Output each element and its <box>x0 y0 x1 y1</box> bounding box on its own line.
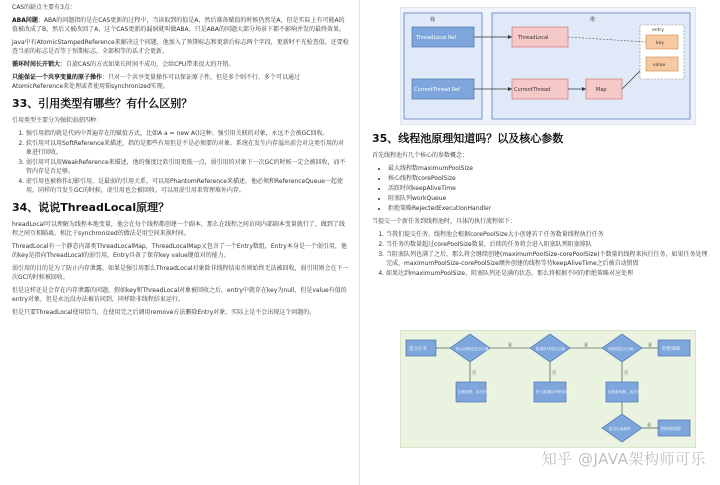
list-item: • 活跃时间keepAliveTime <box>388 184 710 193</box>
svg-text:阻塞队列是否已满: 阻塞队列是否已满 <box>536 347 565 351</box>
list-item: 1. 强引用指的就是代码中普遍存在的赋值方式，比如A a = new A()这种。强引用关联的对象，永远不会被GC回收。 <box>26 129 349 138</box>
svg-text:线程池是否已满: 线程池是否已满 <box>608 347 634 351</box>
svg-text:创建新线程，执行任务: 创建新线程，执行任务 <box>608 390 644 394</box>
svg-text:ThreadLocal: ThreadLocal <box>518 35 549 41</box>
list-item: 4. 如果达到maximumPoolSize，阻塞队列还是满的状态，那么将根据不同的拒绝策略对应处理 <box>386 269 710 278</box>
svg-text:创建线程，执行任务: 创建线程，执行任务 <box>458 390 491 394</box>
aba-fix-paragraph: Java中有AtomicStampedReference来解决这个问题，他加入了预期标志和更新后标志两个字段，更新时不光检查值，还要检查当前的标志是否等于预期标志，全部相等的话才会更新。 <box>12 39 349 55</box>
svg-text:CurrentThread Ref: CurrentThread Ref <box>414 87 460 93</box>
svg-text:提交任务: 提交任务 <box>409 347 427 352</box>
tl-paragraph: 但是这样还是会存在内存泄露的问题，假如key和ThreadLocal对象被回收之后，entry中就存在key为null，但是value有值的entry对象，但是永远没办法被访问到，同样除非线程结束运行。 <box>12 287 347 303</box>
svg-text:否: 否 <box>624 370 628 375</box>
list-item: • 拒绝策略RejectedExecutionHandler <box>388 204 710 213</box>
tl-paragraph: 但是只要ThreadLocal使用恰当，在使用完之后调用remove方法删除Entry对象，实际上是不会出现这个问题的。 <box>12 309 316 316</box>
svg-text:是: 是 <box>647 422 651 427</box>
pool-intro: 首先线程池有几个核心的参数概念： <box>372 152 469 159</box>
svg-text:是: 是 <box>648 342 652 347</box>
flow-list <box>372 230 710 278</box>
tl-paragraph: ThreadLocal有一个静态内部类ThreadLocalMap，ThreadLocalMap又包含了一个Entry数组，Entry本身是一个弱引用，他的key是指向ThreadLocal的弱引用，Entry具备了保存key value键值对的能力。 <box>12 243 347 259</box>
heading-35: 35、线程池原理知道吗？以及核心参数 <box>372 132 564 145</box>
list-item: 3. 弱引用可以用WeakReference来描述，他的强度比软引用更低一点，弱引用的对象下一次GC的时候一定会被回收，而不管内存是否足够。 <box>26 158 349 176</box>
right-page <box>360 0 720 485</box>
svg-text:entry: entry <box>652 28 664 33</box>
svg-text:key: key <box>656 41 664 46</box>
svg-text:拒绝策略: 拒绝策略 <box>662 347 680 352</box>
list-item: 3. 当阻塞队列也满了之后，那么将会继续创建(maximumPoolSize-corePoolSize)个数量的线程来执行任务，如果任务处理完成，maximumPoolSize-corePoolSize额外创建的线程等待keepAliveTime之后被自动销毁 <box>386 250 710 268</box>
tl-paragraph: hreadLocal可以理解为线程本地变量，他会在每个线程都创建一个副本，那么在线程之间访问内部副本变量就行了，做到了线程之间互相隔离，相比于synchronized的做法是用空间来换时间。 <box>12 221 345 237</box>
svg-text:ThreadLocal Ref: ThreadLocal Ref <box>416 35 457 41</box>
svg-text:value: value <box>653 63 666 68</box>
list-item: • 阻塞队列workQueue <box>388 194 710 203</box>
svg-text:否: 否 <box>472 370 476 375</box>
list-item: 1. 当我们提交任务，线程池会根据corePoolSize大小创建若干任务数量线程执行任务 <box>386 230 710 239</box>
tl-paragraph: 弱引用的目的是为了防止内存泄露，如果是强引用那么ThreadLocal对象除非线程结束否则始终无法被回收，弱引用则会在下一次GC的时候被回收。 <box>12 265 349 281</box>
svg-text:核心线程池是否已满: 核心线程池是否已满 <box>456 347 489 351</box>
ref-list <box>12 129 349 195</box>
aba-title: ABA问题 <box>12 17 38 24</box>
svg-text:否: 否 <box>552 370 556 375</box>
svg-text:是否空闲超时: 是否空闲超时 <box>609 427 631 431</box>
heap-label: 堆 <box>590 17 596 23</box>
loop-paragraph: 循环时间长开销大：自旋CAS的方式如果长时间不成功，会给CPU带来很大的开销。 <box>12 61 235 68</box>
list-item: 2. 软引用可以用SoftReference来描述，指的是那些有用但是不是必须要的对象。系统在发生内存溢出前会对这类引用的对象进行回收。 <box>26 139 349 157</box>
threadlocal-diagram <box>400 7 696 125</box>
stack-label: 栈 <box>430 17 436 23</box>
list-item: • 核心线程数corePoolSize <box>388 174 710 183</box>
heading-34: 34、说说ThreadLocal原理？ <box>12 201 170 214</box>
ref-intro: 引用类型主要分为强软弱虚四种： <box>12 117 103 124</box>
list-item: 4. 虚引用也被称作幻影引用，是最弱的引用关系，可以用PhantomReference来描述，他必须和ReferenceQueue一起使用，同样的当发生GC的时候，虚引用也会被回收。可以用虚引用来管理堆外内存。 <box>26 177 349 195</box>
svg-text:进入阻塞队列等待执行: 进入阻塞队列等待执行 <box>536 390 572 394</box>
params-list <box>372 164 710 213</box>
aba-paragraph: ABA问题：ABA的问题指的是在CAS更新的过程中，当读取到的值是A，然后准备赋值的时候仍然是A，但是实际上有可能A的值被改成了B，然后又被改回了A，这个CAS更新的漏洞就叫做ABA。只是ABA的问题大部分场景下都不影响并发的最终效果。 <box>12 17 345 33</box>
heading-33: 33、引用类型有哪些？有什么区别？ <box>12 97 193 110</box>
svg-text:CurrentThread: CurrentThread <box>514 87 551 93</box>
watermark: 知乎 @JAVA架构师可乐 <box>541 450 706 468</box>
left-content <box>12 3 349 321</box>
list-item: • 最大线程数maximumPoolSize <box>388 164 710 173</box>
svg-text:是: 是 <box>508 342 512 347</box>
svg-text:是: 是 <box>584 342 588 347</box>
flow-intro: 当提交一个新任务到线程池时，具体的执行流程如下： <box>372 218 517 225</box>
svg-text:销毁新线程: 销毁新线程 <box>661 426 681 431</box>
single-var-paragraph: 只能保证一个共享变量的原子操作：只对一个共享变量操作可以保证原子性，但是多个则不行，多个可以通过AtomicReference来处理或者使用锁synchronized实现。 <box>12 74 301 90</box>
cas-intro: CAS的缺点主要有3点： <box>12 4 76 11</box>
threadpool-flowchart <box>400 330 696 448</box>
list-item: 2. 当任务的数量超过corePoolSize数量，后续的任务将会进入阻塞队列阻塞排队 <box>386 240 710 249</box>
svg-text:Map: Map <box>596 87 607 93</box>
right-content <box>372 130 710 282</box>
